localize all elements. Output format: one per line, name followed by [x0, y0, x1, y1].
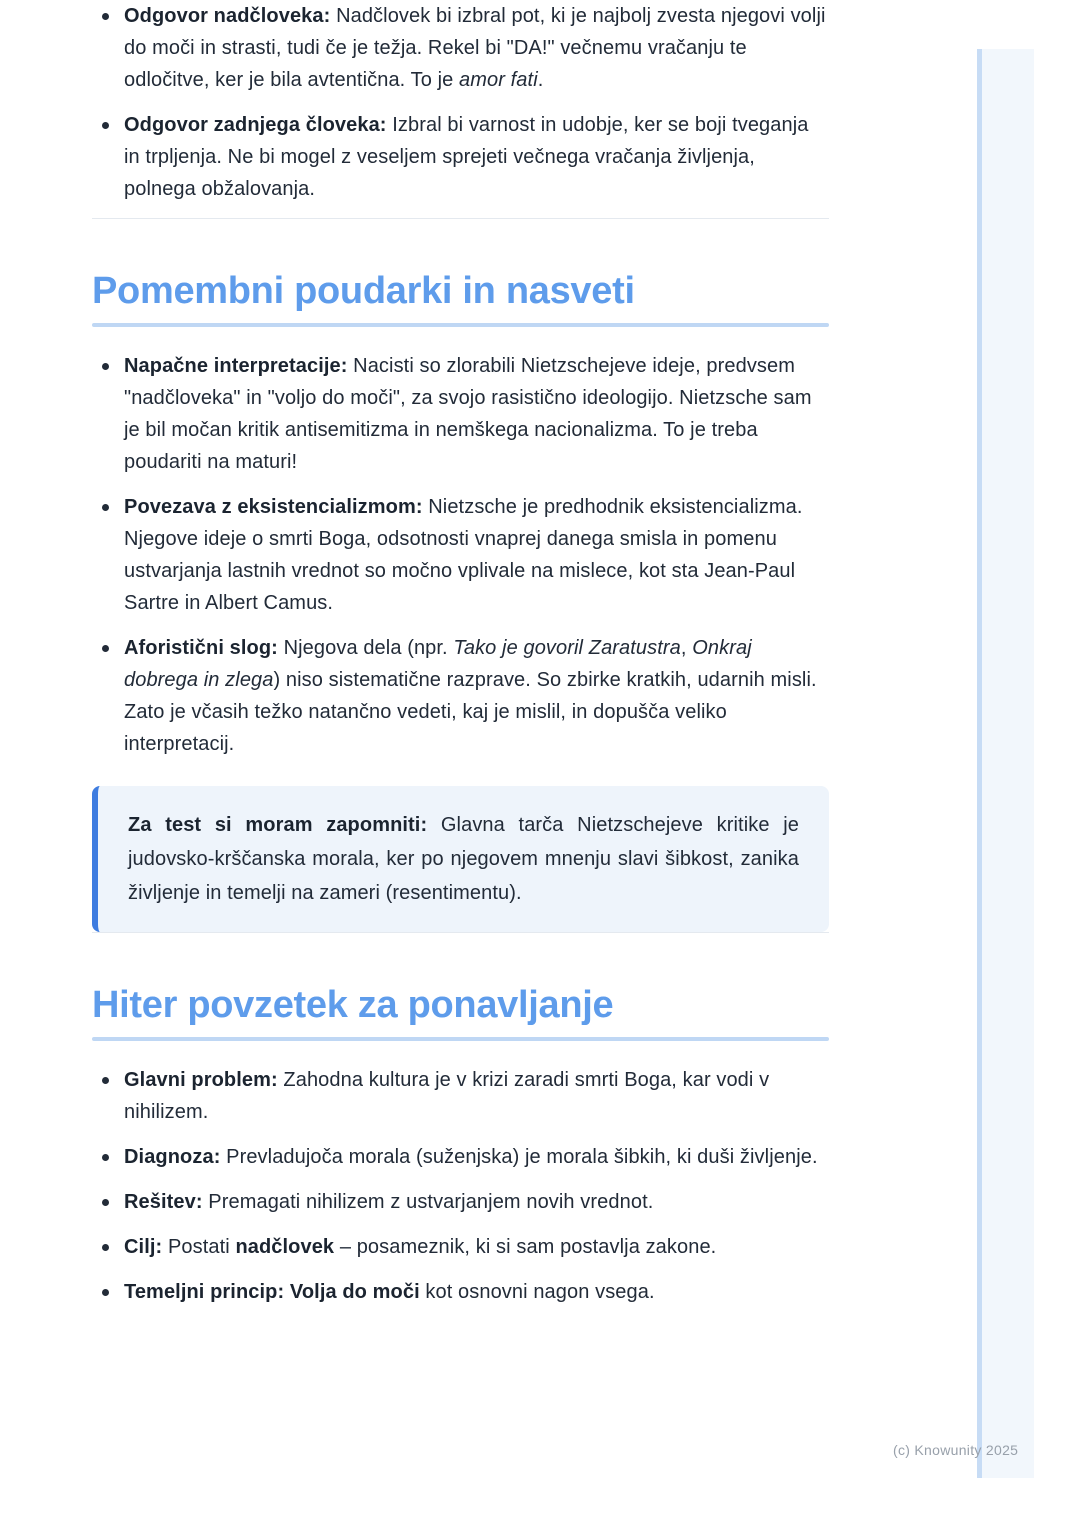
bullet-text: kot osnovni nagon vsega.	[419, 1281, 655, 1303]
list-item	[92, 350, 829, 478]
bullet-text-italic: Tako je govoril Zaratustra	[453, 637, 681, 659]
bullet-lead: Odgovor nadčloveka:	[124, 5, 331, 27]
bullet-lead: Odgovor zadnjega človeka:	[124, 114, 387, 136]
bullet-text: ) niso sistematične razprave. So zbirke kratkih, udarnih misli. Zato je včasih težko natančno vedeti, kaj je mislil, in dopušča veliko interpretacij.	[124, 669, 817, 755]
list-item	[92, 1231, 829, 1263]
list-item	[92, 1141, 829, 1173]
bullet-list	[92, 350, 829, 760]
bullet-lead: Napačne interpretacije:	[124, 355, 348, 377]
bullet-text-bold: nadčlovek	[235, 1236, 335, 1258]
bullet-lead: Temeljni princip: Volja do moči	[124, 1281, 420, 1303]
list-item	[92, 1186, 829, 1218]
list-item	[92, 1276, 829, 1308]
heading-underline	[92, 1037, 829, 1041]
list-item	[92, 109, 829, 205]
callout-text: Glavna tarča Nietzschejeve kritike je judovsko-krščanska morala, ker po njegovem mnenju slavi šibkost, zanika življenje in temelji na zameri (resentimentu).	[128, 814, 799, 904]
bullet-lead: Aforistični slog:	[124, 637, 278, 659]
bullet-text: Prevladujoča morala (suženjska) je morala šibkih, ki duši življenje.	[220, 1146, 818, 1168]
section-heading: Hiter povzetek za ponavljanje	[92, 984, 614, 1026]
bullet-lead: Rešitev:	[124, 1191, 203, 1213]
bullet-list	[92, 0, 829, 205]
bullet-text: Izbral bi varnost in udobje, ker se boji tveganja in trpljenja. Ne bi mogel z veseljem sprejeti večnega vračanja življenja, polnega obžalovanja.	[124, 114, 809, 200]
side-highlight-bar	[977, 49, 1034, 1478]
section-divider	[92, 218, 829, 219]
bullet-text: Nadčlovek bi izbral pot, ki je najbolj zvesta njegovi volji do moči in strasti, tudi če je težja. Rekel bi "DA!" večnemu vračanju te odločitve, ker je bila avtentična. To je	[124, 5, 826, 91]
bullet-text: Postati	[162, 1236, 236, 1258]
bullet-text-italic: Onkraj dobrega in zlega	[124, 637, 752, 691]
bullet-lead: Diagnoza:	[124, 1146, 221, 1168]
bullet-text: Premagati nihilizem z ustvarjanjem novih vrednot.	[202, 1191, 654, 1213]
bullet-text: ,	[680, 637, 693, 659]
callout-box	[92, 786, 829, 932]
bullet-text: Njegova dela (npr.	[277, 637, 454, 659]
list-item	[92, 0, 829, 96]
bullet-lead: Cilj:	[124, 1236, 163, 1258]
list-item	[92, 632, 829, 760]
bullet-list	[92, 1064, 829, 1308]
bullet-text: .	[537, 69, 544, 91]
note-content	[92, 0, 829, 1321]
list-item	[92, 491, 829, 619]
watermark: (c) Knowunity 2025	[893, 1442, 1019, 1458]
list-item	[92, 1064, 829, 1128]
bullet-text: – posameznik, ki si sam postavlja zakone.	[334, 1236, 717, 1258]
bullet-text: Nacisti so zlorabili Nietzschejeve ideje, predvsem "nadčloveka" in "voljo do moči", za svojo rasistično ideologijo. Nietzsche sam je bil močan kritik antisemitizma in nemškega nacionalizma. To je treba poudariti na maturi!	[124, 355, 812, 473]
bullet-text: Zahodna kultura je v krizi zaradi smrti Boga, kar vodi v nihilizem.	[124, 1069, 770, 1123]
callout-lead: Za test si moram zapomniti:	[128, 814, 428, 836]
bullet-text-italic: amor fati	[459, 69, 538, 91]
heading-underline	[92, 323, 829, 327]
bullet-lead: Povezava z eksistencializmom:	[124, 496, 423, 518]
bullet-text: Nietzsche je predhodnik eksistencializma. Njegove ideje o smrti Boga, odsotnosti vnaprej danega smisla in pomenu ustvarjanja lastnih vrednot so močno vplivale na mislece, kot sta Jean-Paul Sartre in Albert Camus.	[124, 496, 803, 614]
section-divider	[92, 932, 829, 933]
section-heading: Pomembni poudarki in nasveti	[92, 270, 635, 312]
bullet-lead: Glavni problem:	[124, 1069, 278, 1091]
